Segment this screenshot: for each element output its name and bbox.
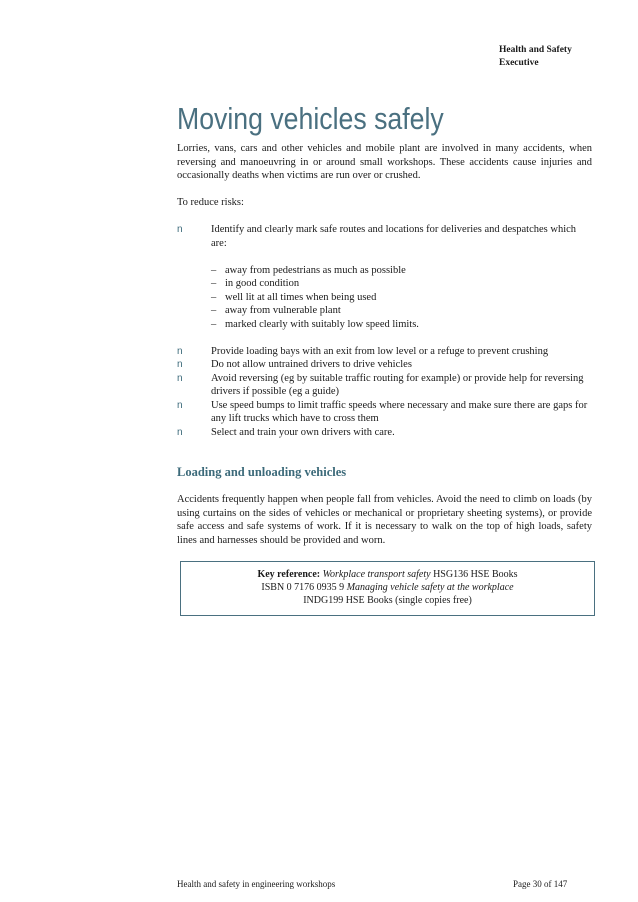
reference-isbn-2: ISBN 0 7176 0935 9 xyxy=(261,582,345,593)
dash-item xyxy=(177,304,592,318)
dash-text: away from pedestrians as much as possible xyxy=(225,264,406,276)
reference-title-2: Managing vehicle safety at the workplace xyxy=(346,582,514,593)
header-publisher xyxy=(499,44,572,70)
bullet-item xyxy=(177,345,592,359)
footer-page-number: Page 30 of 147 xyxy=(513,879,568,889)
bullet-marker: n xyxy=(177,345,183,357)
dash-marker: – xyxy=(211,264,217,276)
dash-item xyxy=(177,318,592,332)
bullet-text: Provide loading bays with an exit from low level or a refuge to prevent crushing xyxy=(211,345,549,357)
intro-paragraph: Lorries, vans, cars and other vehicles and mobile plant are involved in many accidents, when reversing and manoeuvring in or around small workshops. These accidents cause injuries and occasionally deaths when victims are run over or crushed. xyxy=(177,143,592,181)
key-reference-line-2 xyxy=(185,581,590,594)
footer-document-title: Health and safety in engineering workshops xyxy=(177,879,336,889)
bullet-text: Avoid reversing (eg by suitable traffic routing for example) or provide help for reversing drivers if possible (eg a guide) xyxy=(211,372,584,397)
bullet-text: Identify and clearly mark safe routes and locations for deliveries and despatches which are: xyxy=(211,224,577,249)
section-paragraph: Accidents frequently happen when people fall from vehicles. Avoid the need to climb on loads (by using curtains on the sides of vehicles or mechanical or proprietary sheeting systems), or provide safe access and safe systems of work. If it is necessary to walk on the top of high loads, safety lines and harnesses should be provided and worn. xyxy=(177,494,592,546)
bullet-text: Use speed bumps to limit traffic speeds where necessary and make sure there are gaps for any lift trucks which have to cross them xyxy=(211,399,588,424)
bullet-item xyxy=(177,399,592,426)
bullet-marker: n xyxy=(177,399,183,411)
bullet-marker: n xyxy=(177,426,183,438)
bullet-text: Select and train your own drivers with care. xyxy=(211,426,395,438)
header-line-1: Health and Safety xyxy=(499,45,572,55)
reference-line-3: INDG199 HSE Books (single copies free) xyxy=(303,595,472,606)
dash-item xyxy=(177,277,592,291)
bullet-text: Do not allow untrained drivers to drive vehicles xyxy=(211,359,412,370)
reduce-risks-label: To reduce risks: xyxy=(177,197,244,208)
bullet-item xyxy=(177,372,592,399)
dash-text: well lit at all times when being used xyxy=(225,291,377,303)
page-title: Moving vehicles safely xyxy=(177,101,444,136)
key-reference-box xyxy=(180,561,595,616)
dash-text: marked clearly with suitably low speed limits. xyxy=(225,318,419,330)
reference-details-1: HSG136 HSE Books xyxy=(433,569,518,580)
bullet-marker: n xyxy=(177,359,183,370)
bullet-marker: n xyxy=(177,224,183,235)
dash-item xyxy=(177,291,592,305)
reference-title-1: Workplace transport safety xyxy=(322,569,431,580)
bullet-item xyxy=(177,223,592,250)
dash-marker: – xyxy=(211,305,217,316)
page-content xyxy=(177,142,592,616)
header-line-2: Executive xyxy=(499,58,539,68)
key-reference-line-1 xyxy=(185,568,590,581)
bullet-marker: n xyxy=(177,372,183,384)
dash-marker: – xyxy=(211,291,217,303)
dash-text: in good condition xyxy=(225,278,300,289)
dash-marker: – xyxy=(211,278,217,289)
bullet-item xyxy=(177,426,592,440)
section-heading: Loading and unloading vehicles xyxy=(177,464,347,479)
bullet-item xyxy=(177,358,592,372)
dash-item xyxy=(177,264,592,278)
dash-marker: – xyxy=(211,318,217,330)
dash-text: away from vulnerable plant xyxy=(225,305,341,316)
key-reference-label: Key reference: xyxy=(257,569,321,580)
